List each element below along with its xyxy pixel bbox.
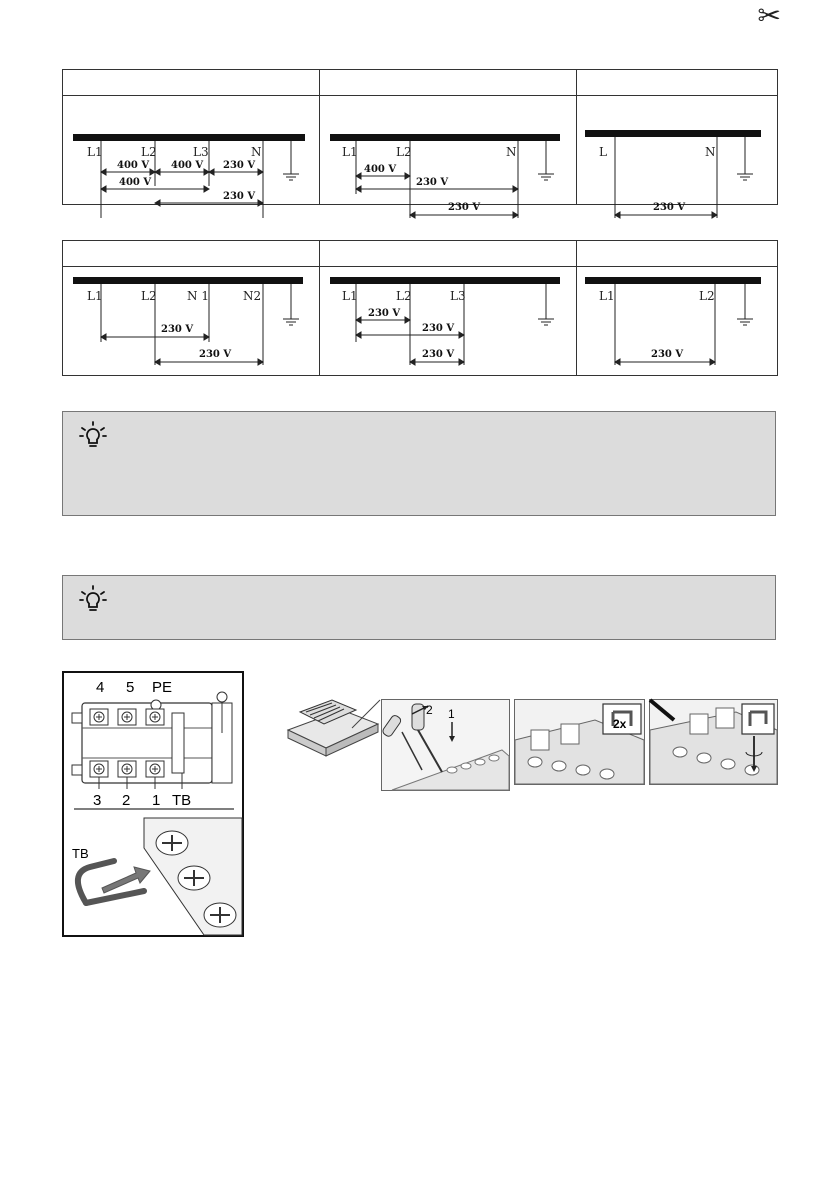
voltage-label: 230 V (416, 177, 449, 188)
wiring-diagram-2ph (577, 267, 777, 375)
terminal-label: N 1 (187, 289, 209, 303)
voltage-label: 230 V (199, 349, 232, 360)
terminal-label: L1 (342, 145, 358, 159)
terminal-label: L1 (599, 289, 615, 303)
voltage-label: 230 V (161, 324, 194, 335)
voltage-label: 230 V (223, 160, 256, 171)
lightbulb-icon (77, 420, 109, 452)
ground-icon (737, 284, 753, 325)
terminal-block-drawing (64, 673, 242, 935)
terminal-label: L3 (193, 145, 209, 159)
wiring-diagram-3ph (320, 267, 576, 375)
terminal-label: L3 (450, 289, 466, 303)
voltage-label: 400 V (117, 160, 150, 171)
wiring-cell (63, 267, 320, 376)
terminal-number: PE (152, 679, 173, 696)
terminal-label: L1 (87, 145, 103, 159)
voltage-label: 230 V (422, 349, 455, 360)
screwdriver-icon (382, 700, 509, 790)
wiring-cell (63, 96, 320, 205)
terminal-number: 1 (152, 792, 161, 809)
terminal-number: 3 (93, 792, 102, 809)
terminal-number: 5 (126, 679, 135, 696)
wiring-cell (577, 96, 778, 213)
step-badge: 2x (613, 717, 627, 731)
table-header (320, 241, 577, 267)
step-bridge-insert (649, 699, 778, 785)
table-header (577, 241, 778, 267)
ground-icon (538, 284, 554, 325)
table-header (63, 70, 320, 96)
terminal-label: N (506, 145, 517, 159)
ground-icon (538, 141, 554, 180)
table-header (577, 70, 778, 96)
wiring-diagram-1ph-n (577, 96, 777, 213)
step-hob-illustration (282, 690, 382, 768)
voltage-label: 230 V (368, 308, 401, 319)
voltage-label: 230 V (653, 202, 686, 213)
terminal-rail (144, 818, 242, 935)
terminal-block-figure (62, 671, 244, 937)
wiring-diagram-2ph-n (320, 96, 576, 213)
ground-icon (737, 137, 753, 180)
hob-connection-box-icon (282, 690, 382, 768)
table-header (320, 70, 577, 96)
voltage-label: 230 V (651, 349, 684, 360)
wiring-cell (320, 267, 577, 376)
wiring-diagram-2ph-2n (63, 267, 319, 375)
voltage-label: 230 V (223, 191, 256, 202)
ground-icon (283, 141, 299, 180)
step-screwdriver (381, 699, 510, 791)
wiring-table-1 (62, 69, 778, 213)
step-number: 2 (426, 703, 433, 717)
terminal-label: L2 (396, 289, 412, 303)
wiring-table-2 (62, 240, 778, 376)
terminal-number: 2 (122, 792, 131, 809)
table-header (63, 241, 320, 267)
voltage-label: 400 V (119, 177, 152, 188)
terminal-label: L2 (141, 145, 157, 159)
scissors-icon: ✂ (757, 0, 781, 32)
step-terminal-cover (514, 699, 645, 785)
wiring-cell (577, 267, 778, 376)
tip-box (62, 411, 776, 516)
bridge-insert-icon (650, 700, 777, 784)
terminal-label: N (705, 145, 716, 159)
terminal-label: N (251, 145, 262, 159)
step-number: 1 (448, 707, 455, 721)
terminal-label: L2 (396, 145, 412, 159)
terminal-label: L2 (699, 289, 715, 303)
terminal-label: L1 (342, 289, 358, 303)
tip-box (62, 575, 776, 640)
voltage-label: 230 V (422, 323, 455, 334)
terminal-label: L2 (141, 289, 157, 303)
terminal-cover-icon (515, 700, 644, 784)
lightbulb-icon (77, 584, 109, 616)
terminal-label: L1 (87, 289, 103, 303)
terminal-label: N2 (243, 289, 262, 303)
wiring-diagram-3ph-n (63, 96, 319, 204)
terminal-number: TB (172, 792, 192, 809)
bridge-label: TB (72, 846, 89, 861)
voltage-label: 400 V (364, 164, 397, 175)
terminal-number: 4 (96, 679, 105, 696)
wiring-cell (320, 96, 577, 213)
voltage-label: 400 V (171, 160, 204, 171)
voltage-label: 230 V (448, 202, 481, 213)
terminal-label: L (599, 145, 607, 159)
ground-icon (283, 284, 299, 325)
